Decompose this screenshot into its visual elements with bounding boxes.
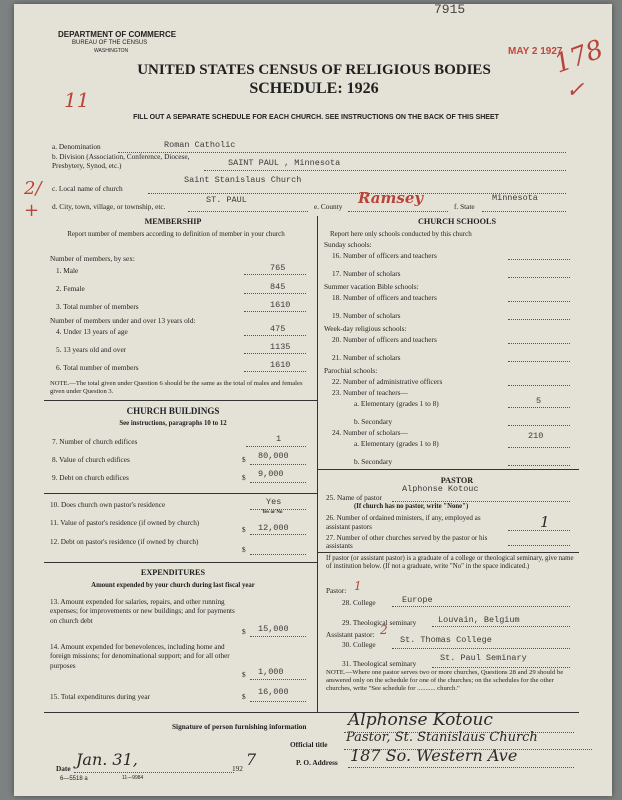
buildings-sub: See instructions, paragraphs 10 to 12 <box>119 420 227 427</box>
assistant-label: Assistant pastor: <box>326 630 375 639</box>
handwritten-11: 11 <box>64 88 90 112</box>
q16-label: 16. Number of officers and teachers <box>332 251 437 260</box>
q31-label: 31. Theological seminary <box>342 659 417 668</box>
church-name-label: c. Local name of church <box>52 184 123 193</box>
sunday-label: Sunday schools: <box>324 240 372 249</box>
q28-label: 28. College <box>342 598 376 607</box>
yes-no-caption: Yes or No <box>262 510 283 515</box>
q24b-label: b. Secondary <box>354 457 393 466</box>
q20-label: 20. Number of officers and teachers <box>332 335 437 344</box>
city-value: ST. PAUL <box>206 195 247 205</box>
q7-label: 7. Number of church edifices <box>52 437 138 446</box>
pastor-sub-label: Pastor: <box>326 586 347 595</box>
q14-dollar: $ <box>242 670 246 679</box>
assistant-hand-mark: 2 <box>380 623 388 637</box>
q14-value: 1,000 <box>258 667 284 677</box>
q9-value: 9,000 <box>258 469 284 479</box>
parochial-label: Parochial schools: <box>324 366 378 375</box>
q9-label: 9. Debt on church edifices <box>52 473 129 482</box>
q12-dollar: $ <box>242 545 246 554</box>
q4-value: 475 <box>270 324 286 334</box>
q22-label: 22. Number of administrative officers <box>332 377 443 386</box>
q3-label: 3. Total number of members <box>56 302 139 311</box>
bureau-label: BUREAU OF THE CENSUS <box>72 40 148 46</box>
serial-number: 7915 <box>434 2 466 17</box>
q17-label: 17. Number of scholars <box>332 269 401 278</box>
weekday-label: Week-day religious schools: <box>324 324 407 333</box>
official-title-value: Pastor, St. Stanislaus Church <box>346 730 538 745</box>
county-label: e. County <box>314 202 343 211</box>
q18-label: 18. Number of officers and teachers <box>332 293 437 302</box>
date-year-printed: 192 <box>232 764 243 773</box>
q27-label: 27. Number of other churches served by the pastor or his assistants <box>326 534 488 550</box>
q5-label: 5. 13 years old and over <box>56 345 127 354</box>
q11-dollar: $ <box>242 525 246 534</box>
signature-value: Alphonse Kotouc <box>348 710 493 730</box>
q15-value: 16,000 <box>258 687 289 697</box>
membership-intro: Report number of members according to definition of member in your church <box>67 230 285 238</box>
schools-title: CHURCH SCHOOLS <box>417 217 497 226</box>
handwritten-check: ✓ <box>566 78 585 103</box>
date-value: Jan. 31, <box>76 750 138 769</box>
expenditures-title: EXPENDITURES <box>140 568 206 577</box>
fill-instruction: FILL OUT A SEPARATE SCHEDULE FOR EACH CHURCH. SEE INSTRUCTIONS ON THE BACK OF THIS SHEET <box>133 114 499 121</box>
city-label-field: d. City, town, village, or township, etc. <box>52 202 166 211</box>
q29-label: 29. Theological seminary <box>342 618 417 627</box>
q15-dollar: $ <box>242 692 246 701</box>
q10-value: Yes <box>266 497 282 507</box>
q25-note: (If church has no pastor, write "None") <box>354 503 469 510</box>
q1-label: 1. Male <box>56 266 79 275</box>
received-stamp: MAY 2 1927 <box>508 46 563 57</box>
q7-value: 1 <box>276 434 282 444</box>
q11-label: 11. Value of pastor's residence (if owned by church) <box>50 519 200 527</box>
buildings-title: CHURCH BUILDINGS <box>126 406 220 416</box>
q28-value: Europe <box>402 595 433 605</box>
vacation-label: Summer vacation Bible schools: <box>324 282 419 291</box>
q14-label: 14. Amount expended for benevolences, including home and foreign missions; for denominational support; and for all other purposes <box>50 643 230 670</box>
schedule-title: SCHEDULE: 1926 <box>249 80 379 97</box>
handwritten-178: 178 <box>550 34 608 80</box>
census-schedule-sheet <box>14 4 612 796</box>
official-title-label: Official title <box>290 740 328 749</box>
margin-mark: 2/ + <box>24 178 42 221</box>
denomination-label: a. Denomination <box>52 142 101 151</box>
q9-dollar: $ <box>242 473 246 482</box>
q5-value: 1135 <box>270 342 291 352</box>
q13-label: 13. Amount expended for salaries, repairs, and other running expenses; for improvements or new buildings; and for payments on church debt <box>50 598 235 625</box>
q13-value: 15,000 <box>258 624 289 634</box>
membership-note: NOTE.—The total given under Question 6 should be the same as the total of males and females given under Question 3. <box>50 380 303 395</box>
graduate-note: If pastor (or assistant pastor) is a graduate of a college or theological seminary, give name of institution below. (If not a graduate, write "No" in the space indicated.) <box>326 555 574 571</box>
q23a-label: a. Elementary (grades 1 to 8) <box>354 399 439 408</box>
po-address-value: 187 So. Western Ave <box>350 746 518 765</box>
city-label: WASHINGTON <box>94 48 129 54</box>
q26-label: 26. Number of ordained ministers, if any, employed as assistant pastors <box>326 514 481 531</box>
q2-value: 845 <box>270 282 286 292</box>
q24a-label: a. Elementary (grades 1 to 8) <box>354 439 439 448</box>
q1-value: 765 <box>270 263 286 273</box>
q4-label: 4. Under 13 years of age <box>56 327 128 336</box>
q3-value: 1610 <box>270 300 291 310</box>
q31-value: St. Paul Seminary <box>440 653 527 663</box>
county-value: Ramsey <box>358 189 424 207</box>
division-label: b. Division (Association, Conference, Diocese, Presbytery, Synod, etc.) <box>52 152 190 170</box>
by-sex-label: Number of members, by sex: <box>50 254 135 263</box>
expenditures-sub: Amount expended by your church during last fiscal year <box>91 582 255 589</box>
q15-label: 15. Total expenditures during year <box>50 692 151 701</box>
q30-label: 30. College <box>342 640 376 649</box>
state-value: Minnesota <box>492 193 538 203</box>
date-year-hand: 7 <box>246 750 257 769</box>
q10-label: 10. Does church own pastor's residence <box>50 500 166 509</box>
form-code: 11—9984 <box>122 775 144 781</box>
church-name-value: Saint Stanislaus Church <box>184 175 302 185</box>
membership-title: MEMBERSHIP <box>144 217 202 226</box>
q6-value: 1610 <box>270 360 291 370</box>
q23a-value: 5 <box>536 396 542 406</box>
form-number: 6—5518 a <box>60 776 88 782</box>
q24-label: 24. Number of scholars— <box>332 428 408 437</box>
q6-label: 6. Total number of members <box>56 363 139 372</box>
denomination-value: Roman Catholic <box>164 140 236 150</box>
q26-value: 1 <box>540 513 550 531</box>
signature-label: Signature of person furnishing information <box>172 722 307 731</box>
division-value: SAINT PAUL , Minnesota <box>228 158 341 168</box>
q11-value: 12,000 <box>258 523 289 533</box>
state-label: f. State <box>454 202 475 211</box>
form-title: UNITED STATES CENSUS OF RELIGIOUS BODIES <box>137 62 491 78</box>
q23b-label: b. Secondary <box>354 417 393 426</box>
by-age-label: Number of members under and over 13 years old: <box>50 316 196 325</box>
schools-intro: Report here only schools conducted by this church <box>330 230 472 238</box>
q2-label: 2. Female <box>56 284 85 293</box>
q25-label: 25. Name of pastor <box>326 493 382 502</box>
q19-label: 19. Number of scholars <box>332 311 401 320</box>
q12-label: 12. Debt on pastor's residence (if owned by church) <box>50 538 199 546</box>
po-address-label: P. O. Address <box>296 758 338 767</box>
q13-dollar: $ <box>242 627 246 636</box>
pastor-note: NOTE.—Where one pastor serves two or more churches, Questions 28 and 29 should be answered only on the schedule for one of the churches; on the schedules for the other churches, write "See schedule for ........... church." <box>326 669 564 693</box>
q23-label: 23. Number of teachers— <box>332 388 408 397</box>
date-label: Date <box>56 764 71 773</box>
q29-value: Louvain, Belgium <box>438 615 520 625</box>
q21-label: 21. Number of scholars <box>332 353 401 362</box>
q25-value: Alphonse Kotouc <box>402 484 479 494</box>
q30-value: St. Thomas College <box>400 635 492 645</box>
department-label: DEPARTMENT OF COMMERCE <box>58 30 177 39</box>
pastor-title: PASTOR <box>440 476 474 485</box>
q24a-value: 210 <box>528 431 544 441</box>
q8-label: 8. Value of church edifices <box>52 455 130 464</box>
q8-dollar: $ <box>242 455 246 464</box>
pastor-hand-mark: 1 <box>354 579 362 593</box>
q8-value: 80,000 <box>258 451 289 461</box>
